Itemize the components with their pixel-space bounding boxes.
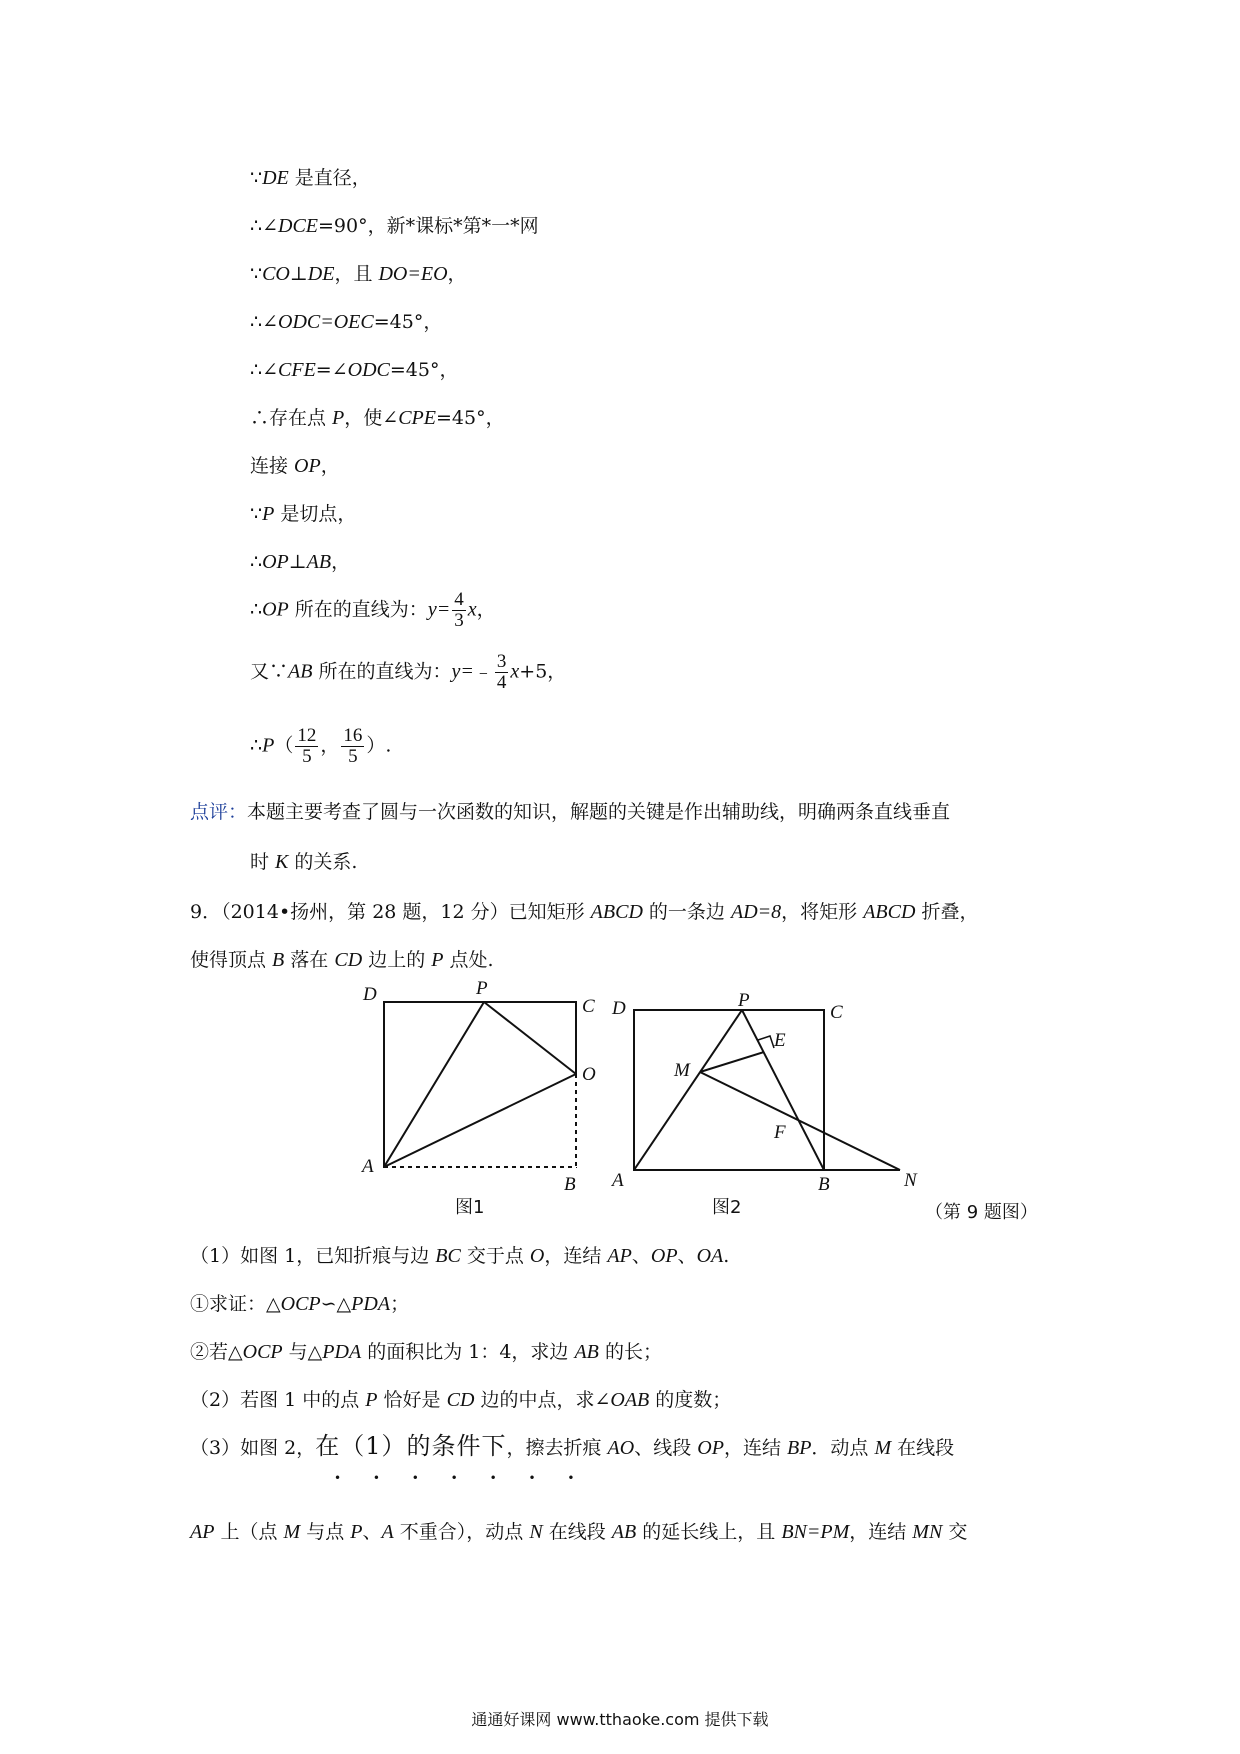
question-1-sub-2 (190, 1340, 662, 1364)
text: 使得顶点 (190, 949, 273, 971)
because-symbol: ∵ (250, 503, 263, 525)
solution-line-6 (250, 406, 505, 430)
text: 不重合），动点 (393, 1521, 530, 1543)
question-1-sub-1 (190, 1292, 409, 1316)
solution-line-3 (250, 262, 467, 286)
text: ，且 (334, 263, 379, 285)
text: 的度数； (649, 1389, 732, 1411)
math-var: M (283, 1521, 301, 1543)
math-var: P (350, 1521, 363, 1543)
perp-symbol: ⊥ (289, 263, 308, 285)
solution-line-8 (250, 502, 356, 526)
math-var: y= (451, 660, 474, 683)
fig2-label-b: B (818, 1174, 830, 1195)
text: ； (390, 1293, 410, 1315)
math-var: PDA (322, 1341, 362, 1363)
fraction-numerator: 16 (343, 725, 363, 746)
solution-line-9 (250, 550, 350, 574)
math-var: OP (697, 1437, 724, 1459)
text: （1）如图 1，已知折痕与边 (190, 1245, 436, 1267)
text: ，连结 (544, 1245, 608, 1267)
comment-text: 本题主要考查了圆与一次函数的知识，解题的关键是作出辅助线，明确两条直线垂直 (247, 801, 951, 823)
text: . (723, 1245, 730, 1267)
text: 的长； (598, 1341, 662, 1363)
comment-line-1 (190, 800, 950, 824)
text: =45°， (389, 359, 459, 381)
math-var: BN=PM (781, 1521, 850, 1543)
math-var: OP (650, 1245, 678, 1267)
text: 9．（2014•扬州，第 28 题，12 分）已知矩形 (190, 901, 591, 923)
text: ②若△ (190, 1341, 243, 1363)
text: ，使∠ (344, 407, 399, 429)
fig1-label-o: O (582, 1064, 596, 1085)
fraction-denominator: 3 (454, 610, 464, 631)
math-var: OCP (242, 1341, 283, 1363)
segment-ap-2 (634, 1010, 742, 1170)
text: ， (331, 551, 351, 573)
question-2 (190, 1388, 731, 1412)
text: （3）如图 2， (190, 1437, 316, 1459)
math-var: P (262, 734, 275, 757)
text: =∠ (315, 359, 348, 381)
text: ，擦去折痕 (506, 1437, 608, 1459)
math-var: AB (611, 1521, 637, 1543)
text: +5 (519, 660, 548, 683)
fig2-label-p: P (738, 990, 750, 1011)
math-var: AB (574, 1341, 599, 1363)
fraction-numerator: 12 (297, 725, 317, 746)
question-3 (190, 1434, 954, 1460)
math-var: O (529, 1245, 545, 1267)
math-var: ABCD (863, 901, 916, 923)
fraction (341, 726, 364, 767)
text: 与点 (300, 1521, 351, 1543)
fig2-label-c: C (830, 1002, 843, 1023)
math-var: OCP (280, 1293, 321, 1315)
text: ，将矩形 (781, 901, 864, 923)
therefore-symbol: ∴ (250, 551, 263, 573)
math-var: CD (446, 1389, 475, 1411)
math-var: BC (435, 1245, 461, 1267)
figure-2 (634, 1010, 900, 1170)
text: 、线段 (634, 1437, 698, 1459)
text: 上（点 (214, 1521, 284, 1543)
text: 连接 (250, 455, 295, 477)
therefore-angle: ∴∠ (250, 215, 279, 237)
fig2-label-f: F (774, 1122, 786, 1143)
segment-me (700, 1052, 764, 1072)
math-var: M (874, 1437, 892, 1459)
math-var: CO (262, 263, 290, 285)
geometry-figure (360, 978, 1060, 1234)
text: 时 (250, 851, 276, 873)
text: =45°， (373, 311, 443, 333)
math-var: AD=8 (730, 901, 782, 923)
fig1-label-b: B (564, 1174, 576, 1195)
math-var: x (467, 598, 477, 621)
therefore-symbol: ∴ (250, 734, 263, 757)
text: 是切点， (274, 503, 357, 525)
fig1-label-p: P (476, 978, 488, 999)
text: =45°， (435, 407, 505, 429)
text: 与△ (282, 1341, 323, 1363)
figure-svg (360, 978, 1060, 1230)
therefore-symbol: ∴ (250, 598, 263, 621)
math-var: A (381, 1521, 394, 1543)
text: ）. (366, 734, 392, 757)
text: ， (476, 598, 496, 621)
fraction-denominator: 5 (302, 746, 312, 767)
text: 是直径， (288, 167, 371, 189)
text: =90°，新*课标*第*一*网 (318, 215, 539, 237)
figure-caption: （第 9 题图） (925, 1202, 1038, 1223)
minus-sign: ﹣ (473, 660, 493, 683)
text: 落在 (284, 949, 335, 971)
math-var: DCE (278, 215, 319, 237)
text: ， (547, 660, 567, 683)
math-var: y= (427, 598, 451, 621)
text: 所在的直线为： (312, 660, 452, 683)
math-var: PDA (351, 1293, 391, 1315)
text: ①求证：△ (190, 1293, 281, 1315)
text: 交 (942, 1521, 968, 1543)
segment-po (484, 1002, 576, 1074)
text: 、 (631, 1245, 651, 1267)
text: 的延长线上，且 (636, 1521, 782, 1543)
math-var: OP (294, 455, 321, 477)
math-var: OAB (610, 1389, 650, 1411)
segment-mn (700, 1072, 900, 1170)
fig2-label-m: M (674, 1060, 690, 1081)
text: 的一条边 (642, 901, 731, 923)
math-var: P (365, 1389, 378, 1411)
emphasized-text: 在（1）的条件下 (315, 1432, 507, 1460)
math-var: AO (607, 1437, 635, 1459)
math-var: K (275, 851, 289, 873)
text: 点处. (443, 949, 494, 971)
math-var: ODC (347, 359, 390, 381)
text: 、 (677, 1245, 697, 1267)
fraction-numerator: 3 (496, 651, 507, 672)
text: 所在的直线为： (288, 598, 428, 621)
text: 边上的 (362, 949, 432, 971)
text: 恰好是 (377, 1389, 447, 1411)
text: ．动点 (811, 1437, 875, 1459)
text: ，连结 (723, 1437, 787, 1459)
solution-line-10 (250, 590, 496, 631)
text: 又∵ (250, 660, 289, 683)
therefore-angle: ∴∠ (250, 311, 279, 333)
fig1-label-c: C (582, 996, 595, 1017)
fraction (295, 726, 318, 767)
math-var: AB (288, 660, 313, 683)
text: 的关系. (288, 851, 358, 873)
solution-line-7 (250, 454, 340, 478)
math-var: N (529, 1521, 543, 1543)
therefore-angle: ∴∠ (250, 359, 279, 381)
math-var: DE (307, 263, 335, 285)
text: ∴存在点 (250, 407, 333, 429)
math-var: ABCD (590, 901, 643, 923)
solution-line-4 (250, 310, 442, 334)
math-var: CPE (398, 407, 436, 429)
text: 在线段 (542, 1521, 612, 1543)
fraction (495, 652, 509, 693)
problem-line-2 (190, 948, 494, 972)
math-var: P (262, 503, 275, 525)
math-var: DO=EO (378, 263, 448, 285)
math-var: CD (334, 949, 363, 971)
math-var: AP (190, 1521, 215, 1543)
math-var: AP (607, 1245, 632, 1267)
text: 、 (362, 1521, 382, 1543)
text: 边的中点，求∠ (474, 1389, 611, 1411)
fig1-label-a: A (362, 1156, 374, 1177)
fraction-denominator: 4 (496, 672, 507, 693)
problem-line-1 (190, 900, 978, 924)
solution-line-5 (250, 358, 458, 382)
solution-line-11 (250, 652, 566, 693)
page-footer: 通通好课网 www.tthaoke.com 提供下载 (471, 1710, 769, 1729)
fig2-label-a: A (612, 1170, 624, 1191)
rect-abcd-1 (384, 1002, 576, 1167)
math-var: CFE (278, 359, 316, 381)
comment-label: 点评： (190, 801, 248, 823)
solution-line-2 (250, 214, 539, 238)
rect-abcd-2 (634, 1010, 824, 1170)
math-var: DE (262, 167, 289, 189)
solution-line-1 (250, 166, 371, 190)
math-var: AB (306, 551, 332, 573)
math-var: B (272, 949, 285, 971)
solution-line-12 (250, 726, 391, 767)
fig1-label-d: D (363, 984, 377, 1005)
text: 在线段 (891, 1437, 955, 1459)
math-var: OP (262, 551, 289, 573)
text: ， (320, 455, 340, 477)
because-symbol: ∵ (250, 263, 263, 285)
fig2-label-n: N (904, 1170, 917, 1191)
text: ， (447, 263, 467, 285)
because-symbol: ∵ (250, 167, 263, 189)
figure-1 (384, 1002, 576, 1167)
fraction-denominator: 5 (348, 746, 358, 767)
text: 的面积比为 1：4，求边 (361, 1341, 575, 1363)
math-var: P (332, 407, 345, 429)
text: （ (274, 734, 294, 757)
emphasis-dots: • • • • • • • (334, 1471, 589, 1485)
text: 折叠， (915, 901, 979, 923)
text: ， (320, 734, 340, 757)
text: ，连结 (849, 1521, 913, 1543)
math-var: OA (696, 1245, 724, 1267)
perp-symbol: ⊥ (288, 551, 307, 573)
math-var: x (510, 660, 520, 683)
math-var: BP (786, 1437, 812, 1459)
text: ∽△ (320, 1293, 352, 1315)
fig2-label-e: E (774, 1030, 786, 1051)
fig2-caption: 图2 (712, 1197, 742, 1218)
math-var: ODC=OEC (278, 311, 374, 333)
fraction (452, 590, 466, 631)
question-3-cont (190, 1520, 967, 1544)
fig2-label-d: D (612, 998, 626, 1019)
fig1-caption: 图1 (455, 1197, 485, 1218)
question-1 (190, 1244, 729, 1268)
math-var: MN (912, 1521, 943, 1543)
comment-line-2 (250, 850, 357, 874)
math-var: OP (262, 598, 289, 621)
math-var: P (431, 949, 444, 971)
text: （2）若图 1 中的点 (190, 1389, 366, 1411)
text: 交于点 (460, 1245, 530, 1267)
fraction-numerator: 4 (454, 589, 464, 610)
